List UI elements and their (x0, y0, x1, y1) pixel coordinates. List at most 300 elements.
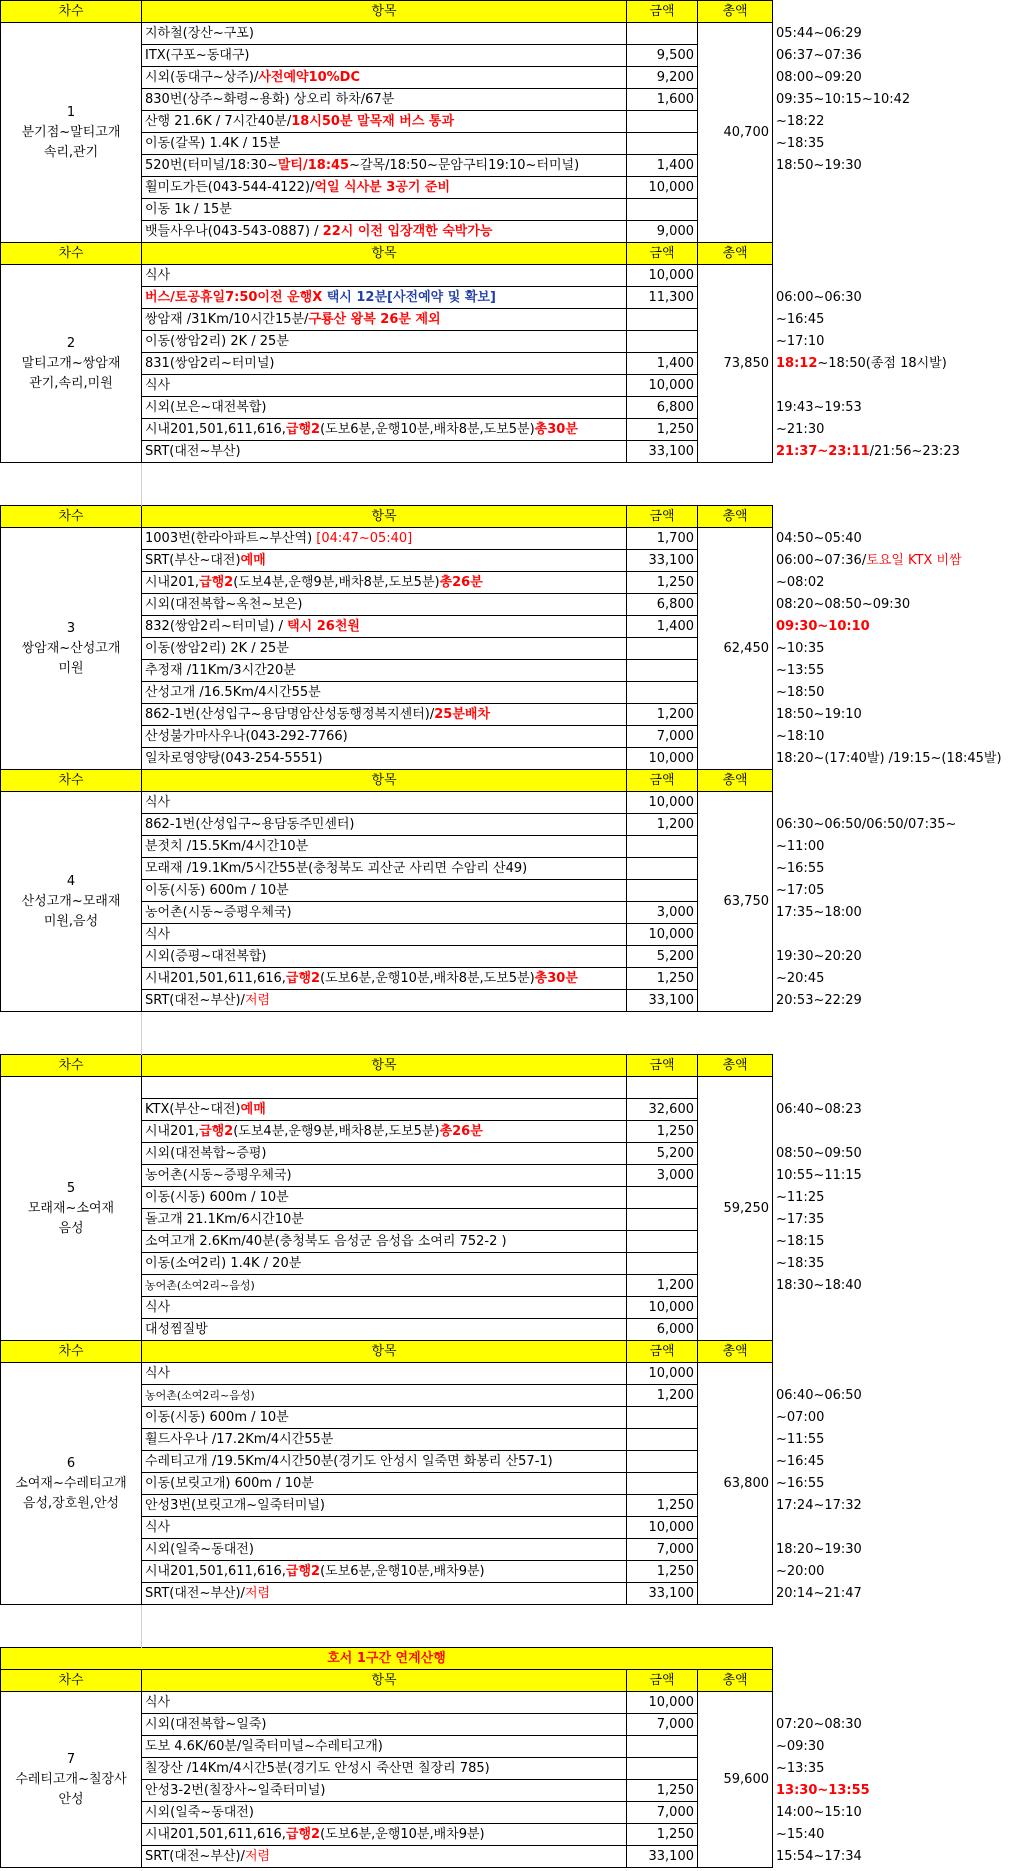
item-cell[interactable] (142, 858, 627, 880)
amount-cell[interactable] (627, 1231, 698, 1253)
item-cell[interactable] (142, 331, 627, 353)
text-run: 이동(소여2리) 1.4K / 20분 (145, 1255, 302, 1271)
item-row (1, 792, 1009, 814)
item-cell[interactable] (142, 1407, 627, 1429)
item-row (1, 23, 1009, 45)
section-areas: 음성 (58, 1220, 84, 1236)
amount-cell[interactable]: 3,000 (627, 902, 698, 924)
item-cell[interactable] (142, 1363, 627, 1385)
item-cell[interactable] (142, 1099, 627, 1121)
item-row (1, 287, 1009, 309)
time-cell[interactable] (773, 638, 1009, 660)
text-run: 18:30~18:40 (776, 1277, 862, 1293)
amount-cell[interactable]: 1,250 (627, 419, 698, 441)
text-run: 토요일 KTX 비쌈 (866, 552, 962, 568)
text-run: 09:35~10:15~10:42 (776, 91, 911, 107)
amount-cell[interactable] (627, 1736, 698, 1758)
spacer-cell (773, 1605, 1009, 1627)
time-cell[interactable] (773, 89, 1009, 111)
time-cell[interactable] (773, 67, 1009, 89)
time-cell[interactable] (773, 331, 1009, 353)
time-cell[interactable] (773, 814, 1009, 836)
item-cell[interactable] (142, 1692, 627, 1714)
item-cell[interactable] (142, 1165, 627, 1187)
amount-cell[interactable]: 5,200 (627, 946, 698, 968)
time-cell[interactable] (773, 968, 1009, 990)
item-row (1, 704, 1009, 726)
time-cell[interactable] (773, 419, 1009, 441)
item-cell[interactable] (142, 1319, 627, 1341)
amount-cell[interactable] (627, 1473, 698, 1495)
item-cell[interactable] (142, 1253, 627, 1275)
item-row (1, 111, 1009, 133)
text-run: 사전예약10%DC (258, 69, 361, 85)
item-cell[interactable] (142, 23, 627, 45)
spacer-cell (773, 484, 1009, 506)
spacer-cell (142, 1033, 627, 1055)
item-cell[interactable] (142, 287, 627, 309)
total-cell[interactable]: 62,450 (698, 528, 773, 770)
time-cell[interactable] (773, 1473, 1009, 1495)
time-cell[interactable] (773, 1846, 1009, 1868)
item-row (1, 89, 1009, 111)
time-cell[interactable] (773, 858, 1009, 880)
time-cell[interactable] (773, 155, 1009, 177)
amount-cell[interactable] (627, 1077, 698, 1099)
amount-cell[interactable] (627, 880, 698, 902)
time-cell[interactable] (773, 1143, 1009, 1165)
time-cell[interactable] (773, 704, 1009, 726)
item-cell[interactable] (142, 946, 627, 968)
item-cell[interactable] (142, 199, 627, 221)
amount-cell[interactable]: 1,250 (627, 1121, 698, 1143)
time-cell[interactable] (773, 287, 1009, 309)
time-cell[interactable] (773, 1231, 1009, 1253)
time-cell[interactable] (773, 660, 1009, 682)
item-row (1, 836, 1009, 858)
time-cell[interactable] (773, 1275, 1009, 1297)
amount-cell[interactable]: 1,200 (627, 1385, 698, 1407)
item-row (1, 1077, 1009, 1099)
amount-cell[interactable]: 1,250 (627, 572, 698, 594)
header-row (1, 506, 1009, 528)
text-run: 농어촌(시동~증평우체국) (145, 1167, 292, 1183)
item-cell[interactable] (142, 221, 627, 243)
header-item: 항목 (142, 1341, 627, 1363)
item-cell[interactable] (142, 704, 627, 726)
total-cell[interactable]: 40,700 (698, 23, 773, 243)
amount-cell[interactable]: 7,000 (627, 1802, 698, 1824)
amount-cell[interactable]: 7,000 (627, 1539, 698, 1561)
amount-cell[interactable]: 5,200 (627, 1143, 698, 1165)
text-run: ~18:10 (776, 728, 825, 744)
item-row (1, 1319, 1009, 1341)
item-cell[interactable] (142, 572, 627, 594)
header-amount: 금액 (627, 1670, 698, 1692)
amount-cell[interactable]: 32,600 (627, 1099, 698, 1121)
text-run: ~18:50(종점 18시발) (817, 355, 947, 371)
time-cell[interactable] (773, 1714, 1009, 1736)
time-cell[interactable] (773, 792, 1009, 814)
item-cell[interactable] (142, 1802, 627, 1824)
item-cell[interactable] (142, 375, 627, 397)
item-row (1, 1846, 1009, 1868)
item-cell[interactable] (142, 397, 627, 419)
amount-cell[interactable]: 10,000 (627, 177, 698, 199)
item-cell[interactable] (142, 177, 627, 199)
item-cell[interactable] (142, 1561, 627, 1583)
text-run: 시외(일죽~동대전) (145, 1541, 254, 1557)
item-cell[interactable] (142, 660, 627, 682)
text-run: 이동(보릿고개) 600m / 10분 (145, 1475, 314, 1491)
item-cell[interactable] (142, 45, 627, 67)
item-cell[interactable] (142, 133, 627, 155)
time-cell[interactable] (773, 441, 1009, 463)
amount-cell[interactable] (627, 1407, 698, 1429)
amount-cell[interactable]: 33,100 (627, 441, 698, 463)
item-cell[interactable] (142, 1583, 627, 1605)
item-cell[interactable] (142, 1517, 627, 1539)
empty-cell (773, 1341, 1009, 1363)
text-run: 이동(쌍암2리) 2K / 25분 (145, 333, 289, 349)
item-row (1, 397, 1009, 419)
amount-cell[interactable]: 1,250 (627, 1780, 698, 1802)
text-run: 식사 (145, 377, 171, 393)
time-cell[interactable] (773, 397, 1009, 419)
time-cell[interactable] (773, 902, 1009, 924)
time-cell[interactable] (773, 682, 1009, 704)
text-run: ~18:50 (776, 684, 825, 700)
item-row (1, 199, 1009, 221)
item-cell[interactable] (142, 528, 627, 550)
amount-cell[interactable]: 1,400 (627, 616, 698, 638)
time-cell[interactable] (773, 1429, 1009, 1451)
text-run: 급행2 (285, 421, 321, 437)
amount-cell[interactable]: 10,000 (627, 748, 698, 770)
item-cell[interactable] (142, 1429, 627, 1451)
time-cell[interactable] (773, 528, 1009, 550)
item-cell[interactable] (142, 89, 627, 111)
item-row (1, 594, 1009, 616)
time-cell[interactable] (773, 23, 1009, 45)
amount-cell[interactable]: 1,200 (627, 704, 698, 726)
text-run: 말티/18:45 (277, 157, 350, 173)
item-cell[interactable] (142, 1758, 627, 1780)
text-run: 칠장산 /14Km/4시간5분(경기도 안성시 죽산면 칠장리 785) (145, 1760, 490, 1776)
item-cell[interactable] (142, 441, 627, 463)
item-cell[interactable] (142, 353, 627, 375)
text-run: 분젓치 /15.5Km/4시간10분 (145, 838, 309, 854)
item-cell[interactable] (142, 1275, 627, 1297)
section-areas: 관기,속리,미원 (29, 375, 113, 391)
time-cell[interactable] (773, 1451, 1009, 1473)
text-run: ~15:40 (776, 1826, 825, 1842)
time-cell[interactable] (773, 1583, 1009, 1605)
spacer-cell (142, 1626, 627, 1648)
amount-cell[interactable]: 9,000 (627, 221, 698, 243)
amount-cell[interactable]: 1,400 (627, 353, 698, 375)
amount-cell[interactable]: 10,000 (627, 924, 698, 946)
time-cell[interactable] (773, 1539, 1009, 1561)
item-cell[interactable] (142, 550, 627, 572)
total-cell[interactable]: 59,600 (698, 1692, 773, 1868)
amount-cell[interactable] (627, 133, 698, 155)
item-cell[interactable] (142, 1297, 627, 1319)
amount-cell[interactable]: 10,000 (627, 1692, 698, 1714)
time-cell[interactable] (773, 1385, 1009, 1407)
amount-cell[interactable]: 10,000 (627, 1517, 698, 1539)
time-cell[interactable] (773, 924, 1009, 946)
item-row (1, 1539, 1009, 1561)
time-cell[interactable] (773, 836, 1009, 858)
time-cell[interactable] (773, 1802, 1009, 1824)
amount-cell[interactable] (627, 1429, 698, 1451)
text-run: 20:53~22:29 (776, 992, 862, 1008)
item-cell[interactable] (142, 1780, 627, 1802)
time-cell[interactable] (773, 221, 1009, 243)
section-areas: 음성,장호원,안성 (22, 1495, 120, 1511)
spacer-cell (1, 1605, 142, 1627)
amount-cell[interactable] (627, 660, 698, 682)
header-amount: 금액 (627, 1055, 698, 1077)
item-cell[interactable] (142, 1824, 627, 1846)
text-run: 휠미도가든(043-544-4122)/ (145, 179, 315, 195)
time-cell[interactable] (773, 1099, 1009, 1121)
time-cell[interactable] (773, 990, 1009, 1012)
time-cell[interactable] (773, 1561, 1009, 1583)
amount-cell[interactable]: 1,400 (627, 155, 698, 177)
amount-cell[interactable] (627, 1451, 698, 1473)
item-row (1, 375, 1009, 397)
time-cell[interactable] (773, 572, 1009, 594)
header-row (1, 770, 1009, 792)
amount-cell[interactable]: 1,250 (627, 1824, 698, 1846)
amount-cell[interactable] (627, 23, 698, 45)
item-cell[interactable] (142, 638, 627, 660)
item-cell[interactable] (142, 1231, 627, 1253)
text-run: ~11:25 (776, 1189, 825, 1205)
item-row (1, 1407, 1009, 1429)
time-cell[interactable] (773, 177, 1009, 199)
item-row (1, 1736, 1009, 1758)
item-cell[interactable] (142, 616, 627, 638)
time-cell[interactable] (773, 1692, 1009, 1714)
total-cell[interactable]: 73,850 (698, 265, 773, 463)
spacer-cell (773, 1012, 1009, 1034)
time-cell[interactable] (773, 1297, 1009, 1319)
item-row (1, 155, 1009, 177)
time-cell[interactable] (773, 1758, 1009, 1780)
item-cell[interactable] (142, 1077, 627, 1099)
amount-cell[interactable]: 33,100 (627, 990, 698, 1012)
amount-cell[interactable]: 1,250 (627, 1495, 698, 1517)
item-cell[interactable] (142, 1451, 627, 1473)
text-run: (도보6분,운행10분,배차8분,도보5분) (320, 970, 535, 986)
item-cell[interactable] (142, 1539, 627, 1561)
time-cell[interactable] (773, 1780, 1009, 1802)
item-cell[interactable] (142, 836, 627, 858)
text-run: 09:30~10:10 (776, 618, 870, 634)
text-run: 520번(터미널/18:30~ (145, 157, 278, 173)
item-cell[interactable] (142, 265, 627, 287)
time-cell[interactable] (773, 946, 1009, 968)
item-cell[interactable] (142, 792, 627, 814)
amount-cell[interactable]: 10,000 (627, 1297, 698, 1319)
time-cell[interactable] (773, 616, 1009, 638)
amount-cell[interactable]: 9,500 (627, 45, 698, 67)
time-cell[interactable] (773, 1165, 1009, 1187)
header-item: 항목 (142, 1055, 627, 1077)
amount-cell[interactable] (627, 682, 698, 704)
amount-cell[interactable]: 6,000 (627, 1319, 698, 1341)
amount-cell[interactable]: 10,000 (627, 265, 698, 287)
text-run: 이동(시동) 600m / 10분 (145, 1189, 289, 1205)
text-run: 08:20~08:50~09:30 (776, 596, 911, 612)
time-cell[interactable] (773, 1253, 1009, 1275)
amount-cell[interactable]: 6,800 (627, 397, 698, 419)
time-cell[interactable] (773, 1407, 1009, 1429)
text-run: 산행 21.6K / 7시간40분/ (145, 113, 292, 129)
amount-cell[interactable] (627, 199, 698, 221)
time-cell[interactable] (773, 353, 1009, 375)
amount-cell[interactable] (627, 1187, 698, 1209)
time-cell[interactable] (773, 1824, 1009, 1846)
item-cell[interactable] (142, 924, 627, 946)
item-cell[interactable] (142, 748, 627, 770)
item-row (1, 1802, 1009, 1824)
amount-cell[interactable]: 33,100 (627, 550, 698, 572)
amount-cell[interactable]: 10,000 (627, 792, 698, 814)
amount-cell[interactable]: 1,700 (627, 528, 698, 550)
time-cell[interactable] (773, 111, 1009, 133)
item-cell[interactable] (142, 111, 627, 133)
time-cell[interactable] (773, 1736, 1009, 1758)
amount-cell[interactable]: 7,000 (627, 726, 698, 748)
item-row (1, 1143, 1009, 1165)
item-cell[interactable] (142, 726, 627, 748)
item-cell[interactable] (142, 1846, 627, 1868)
item-cell[interactable] (142, 880, 627, 902)
amount-cell[interactable]: 7,000 (627, 1714, 698, 1736)
total-cell[interactable]: 63,750 (698, 792, 773, 1012)
header-section: 차수 (1, 506, 142, 528)
item-cell[interactable] (142, 419, 627, 441)
amount-cell[interactable]: 6,800 (627, 594, 698, 616)
amount-cell[interactable]: 33,100 (627, 1846, 698, 1868)
item-cell[interactable] (142, 1473, 627, 1495)
amount-cell[interactable]: 1,250 (627, 1561, 698, 1583)
time-cell[interactable] (773, 265, 1009, 287)
amount-cell[interactable] (627, 331, 698, 353)
item-cell[interactable] (142, 1714, 627, 1736)
amount-cell[interactable] (627, 1253, 698, 1275)
text-run: 20:14~21:47 (776, 1585, 862, 1601)
amount-cell[interactable] (627, 1209, 698, 1231)
time-cell[interactable] (773, 1187, 1009, 1209)
item-cell[interactable] (142, 1121, 627, 1143)
item-cell[interactable] (142, 902, 627, 924)
spacer-cell (627, 463, 698, 485)
total-cell[interactable]: 59,250 (698, 1077, 773, 1341)
amount-cell[interactable]: 1,250 (627, 968, 698, 990)
item-cell[interactable] (142, 67, 627, 89)
time-cell[interactable] (773, 550, 1009, 572)
item-cell[interactable] (142, 1736, 627, 1758)
time-cell[interactable] (773, 375, 1009, 397)
item-cell[interactable] (142, 968, 627, 990)
amount-cell[interactable] (627, 309, 698, 331)
time-cell[interactable] (773, 594, 1009, 616)
text-run: 대성찜질방 (145, 1321, 208, 1337)
text-run: 식사 (145, 794, 171, 810)
time-cell[interactable] (773, 1319, 1009, 1341)
amount-cell[interactable]: 10,000 (627, 375, 698, 397)
item-cell[interactable] (142, 814, 627, 836)
amount-cell[interactable]: 33,100 (627, 1583, 698, 1605)
item-row (1, 902, 1009, 924)
amount-cell[interactable]: 3,000 (627, 1165, 698, 1187)
time-cell[interactable] (773, 1363, 1009, 1385)
item-row (1, 528, 1009, 550)
item-cell[interactable] (142, 1209, 627, 1231)
item-cell[interactable] (142, 682, 627, 704)
text-run: 18시50분 말목재 버스 통과 (291, 113, 455, 129)
item-cell[interactable] (142, 594, 627, 616)
time-cell[interactable] (773, 309, 1009, 331)
amount-cell[interactable] (627, 836, 698, 858)
time-cell[interactable] (773, 748, 1009, 770)
time-cell[interactable] (773, 1495, 1009, 1517)
amount-cell[interactable] (627, 111, 698, 133)
time-cell[interactable] (773, 45, 1009, 67)
amount-cell[interactable] (627, 858, 698, 880)
text-run: ~18:15 (776, 1233, 825, 1249)
amount-cell[interactable]: 9,200 (627, 67, 698, 89)
time-cell[interactable] (773, 880, 1009, 902)
spacer-row (1, 463, 1009, 485)
text-run: 식사 (145, 267, 171, 283)
item-cell[interactable] (142, 1495, 627, 1517)
time-cell[interactable] (773, 726, 1009, 748)
time-cell[interactable] (773, 1121, 1009, 1143)
time-cell[interactable] (773, 1209, 1009, 1231)
time-cell[interactable] (773, 133, 1009, 155)
amount-cell[interactable]: 11,300 (627, 287, 698, 309)
time-cell[interactable] (773, 199, 1009, 221)
item-cell[interactable] (142, 309, 627, 331)
amount-cell[interactable]: 1,200 (627, 1275, 698, 1297)
text-run: 택시 12분[사전예약 및 확보] (326, 289, 496, 305)
text-run: (도보6분,운행10분,배차9분) (320, 1563, 485, 1579)
item-cell[interactable] (142, 1187, 627, 1209)
time-cell[interactable] (773, 1077, 1009, 1099)
amount-cell[interactable]: 1,600 (627, 89, 698, 111)
time-cell[interactable] (773, 1517, 1009, 1539)
amount-cell[interactable] (627, 638, 698, 660)
item-cell[interactable] (142, 1143, 627, 1165)
amount-cell[interactable]: 1,200 (627, 814, 698, 836)
header-amount: 금액 (627, 770, 698, 792)
text-run: 예매 (240, 552, 266, 568)
spacer-cell (627, 1033, 698, 1055)
item-cell[interactable] (142, 155, 627, 177)
item-cell[interactable] (142, 990, 627, 1012)
text-run: 이동(갈목) 1.4K / 15분 (145, 135, 281, 151)
amount-cell[interactable]: 10,000 (627, 1363, 698, 1385)
item-cell[interactable] (142, 1385, 627, 1407)
amount-cell[interactable] (627, 1758, 698, 1780)
total-cell[interactable]: 63,800 (698, 1363, 773, 1605)
